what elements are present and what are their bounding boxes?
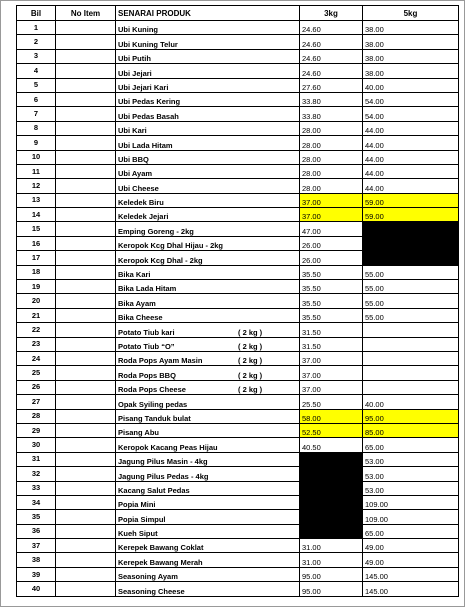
row-number: 32	[17, 467, 56, 481]
product-name-cell: Ubi Cheese	[116, 179, 300, 193]
no-item-cell	[56, 495, 116, 509]
no-item-cell	[56, 208, 116, 222]
price-5kg: 109.00	[363, 495, 459, 509]
product-name: Potato Tiub kari	[118, 327, 175, 337]
no-item-cell	[56, 21, 116, 35]
price-3kg: 37.00	[300, 351, 363, 365]
table-row	[17, 481, 459, 495]
row-number: 36	[17, 524, 56, 538]
table-row	[17, 524, 459, 538]
price-5kg: 55.00	[363, 308, 459, 322]
table-row	[17, 35, 459, 49]
no-item-cell	[56, 265, 116, 279]
no-item-cell	[56, 136, 116, 150]
row-number: 33	[17, 481, 56, 495]
table-row	[17, 423, 459, 437]
price-3kg	[300, 467, 363, 481]
product-name-cell: Ubi Pedas Kering	[116, 92, 300, 106]
table-row	[17, 236, 459, 250]
price-3kg: 28.00	[300, 179, 363, 193]
table-row	[17, 150, 459, 164]
price-5kg: 54.00	[363, 107, 459, 121]
price-5kg: 55.00	[363, 294, 459, 308]
price-3kg: 31.00	[300, 539, 363, 553]
row-number: 27	[17, 395, 56, 409]
no-item-cell	[56, 438, 116, 452]
no-item-cell	[56, 423, 116, 437]
no-item-cell	[56, 323, 116, 337]
product-name-cell: Keropok Kcg Dhal - 2kg	[116, 251, 300, 265]
price-3kg: 58.00	[300, 409, 363, 423]
row-number: 4	[17, 64, 56, 78]
product-name-cell: Ubi Kari	[116, 121, 300, 135]
no-item-cell	[56, 481, 116, 495]
row-number: 29	[17, 423, 56, 437]
pack-size: ( 2 kg )	[238, 385, 263, 395]
table-row	[17, 265, 459, 279]
price-5kg	[363, 366, 459, 380]
no-item-cell	[56, 164, 116, 178]
product-name: Roda Pops Cheese	[118, 385, 186, 395]
row-number: 8	[17, 121, 56, 135]
price-3kg: 35.50	[300, 294, 363, 308]
row-number: 11	[17, 164, 56, 178]
no-item-cell	[56, 351, 116, 365]
no-item-cell	[56, 510, 116, 524]
table-row	[17, 380, 459, 394]
price-3kg: 25.50	[300, 395, 363, 409]
row-number: 18	[17, 265, 56, 279]
row-number: 19	[17, 280, 56, 294]
row-number: 12	[17, 179, 56, 193]
price-3kg: 95.00	[300, 582, 363, 596]
price-3kg	[300, 510, 363, 524]
product-name-cell: Ubi Jejari Kari	[116, 78, 300, 92]
row-number: 25	[17, 366, 56, 380]
price-3kg: 40.50	[300, 438, 363, 452]
table-row	[17, 366, 459, 380]
table-row	[17, 438, 459, 452]
row-number: 15	[17, 222, 56, 236]
product-name-cell: Kerepek Bawang Coklat	[116, 539, 300, 553]
table-row	[17, 337, 459, 351]
table-row	[17, 323, 459, 337]
no-item-cell	[56, 539, 116, 553]
no-item-cell	[56, 467, 116, 481]
product-name-cell: Pisang Tanduk bulat	[116, 409, 300, 423]
row-number: 23	[17, 337, 56, 351]
no-item-cell	[56, 150, 116, 164]
row-number: 26	[17, 380, 56, 394]
no-item-cell	[56, 380, 116, 394]
pack-size: ( 2 kg )	[238, 327, 263, 337]
price-5kg: 49.00	[363, 539, 459, 553]
price-3kg: 35.50	[300, 308, 363, 322]
table-row	[17, 78, 459, 92]
table-row	[17, 553, 459, 567]
product-name-cell: Jagung Pilus Pedas - 4kg	[116, 467, 300, 481]
no-item-cell	[56, 567, 116, 581]
price-3kg: 37.00	[300, 380, 363, 394]
price-5kg	[363, 323, 459, 337]
price-5kg: 85.00	[363, 423, 459, 437]
price-5kg: 44.00	[363, 150, 459, 164]
row-number: 14	[17, 208, 56, 222]
price-3kg	[300, 481, 363, 495]
product-name-cell: Ubi Lada Hitam	[116, 136, 300, 150]
price-5kg: 53.00	[363, 481, 459, 495]
price-5kg	[363, 251, 459, 265]
product-name-cell: Ubi BBQ	[116, 150, 300, 164]
no-item-cell	[56, 409, 116, 423]
row-number: 1	[17, 21, 56, 35]
table-row	[17, 193, 459, 207]
price-3kg: 28.00	[300, 164, 363, 178]
product-name-cell: Ubi Pedas Basah	[116, 107, 300, 121]
row-number: 35	[17, 510, 56, 524]
row-number: 10	[17, 150, 56, 164]
table-row	[17, 64, 459, 78]
price-3kg: 35.50	[300, 265, 363, 279]
row-number: 28	[17, 409, 56, 423]
row-number: 6	[17, 92, 56, 106]
row-number: 31	[17, 452, 56, 466]
header-3kg: 3kg	[300, 6, 363, 21]
table-row	[17, 21, 459, 35]
price-5kg: 38.00	[363, 35, 459, 49]
no-item-cell	[56, 121, 116, 135]
price-5kg: 40.00	[363, 395, 459, 409]
row-number: 17	[17, 251, 56, 265]
table-row	[17, 351, 459, 365]
no-item-cell	[56, 78, 116, 92]
no-item-cell	[56, 337, 116, 351]
price-5kg: 53.00	[363, 452, 459, 466]
product-name-cell: Keropok Kacang Peas Hijau	[116, 438, 300, 452]
product-name-cell: Bika Cheese	[116, 308, 300, 322]
no-item-cell	[56, 64, 116, 78]
table-row	[17, 308, 459, 322]
price-3kg: 26.00	[300, 236, 363, 250]
price-3kg: 35.50	[300, 280, 363, 294]
product-name-cell: Popia Simpul	[116, 510, 300, 524]
row-number: 40	[17, 582, 56, 596]
row-number: 3	[17, 49, 56, 63]
price-5kg: 55.00	[363, 265, 459, 279]
price-5kg: 44.00	[363, 136, 459, 150]
price-5kg: 109.00	[363, 510, 459, 524]
price-3kg: 28.00	[300, 136, 363, 150]
product-name-cell: Seasoning Cheese	[116, 582, 300, 596]
price-3kg: 95.00	[300, 567, 363, 581]
product-name: Roda Pops Ayam Masin	[118, 356, 203, 366]
product-name-cell: Keledek Biru	[116, 193, 300, 207]
price-5kg	[363, 380, 459, 394]
header-row	[17, 6, 459, 21]
price-3kg	[300, 495, 363, 509]
header-bil: Bil	[17, 6, 56, 21]
price-5kg: 145.00	[363, 582, 459, 596]
price-3kg: 24.60	[300, 35, 363, 49]
price-5kg: 145.00	[363, 567, 459, 581]
no-item-cell	[56, 524, 116, 538]
row-number: 34	[17, 495, 56, 509]
no-item-cell	[56, 107, 116, 121]
product-name-cell: Bika Ayam	[116, 294, 300, 308]
row-number: 37	[17, 539, 56, 553]
table-row	[17, 49, 459, 63]
row-number: 2	[17, 35, 56, 49]
price-3kg: 33.80	[300, 107, 363, 121]
table-row	[17, 452, 459, 466]
product-name-cell: Pisang Abu	[116, 423, 300, 437]
price-5kg	[363, 351, 459, 365]
no-item-cell	[56, 395, 116, 409]
no-item-cell	[56, 222, 116, 236]
no-item-cell	[56, 294, 116, 308]
price-3kg: 28.00	[300, 150, 363, 164]
row-number: 5	[17, 78, 56, 92]
price-5kg: 44.00	[363, 164, 459, 178]
price-3kg: 24.60	[300, 64, 363, 78]
row-number: 21	[17, 308, 56, 322]
price-5kg: 53.00	[363, 467, 459, 481]
no-item-cell	[56, 452, 116, 466]
product-name-cell: Ubi Kuning Telur	[116, 35, 300, 49]
no-item-cell	[56, 251, 116, 265]
row-number: 30	[17, 438, 56, 452]
table-row	[17, 107, 459, 121]
product-name-cell: Seasoning Ayam	[116, 567, 300, 581]
table-row	[17, 539, 459, 553]
price-3kg: 31.50	[300, 323, 363, 337]
no-item-cell	[56, 308, 116, 322]
product-name-cell: Ubi Putih	[116, 49, 300, 63]
product-name-cell: Emping Goreng - 2kg	[116, 222, 300, 236]
price-5kg: 40.00	[363, 78, 459, 92]
price-5kg	[363, 337, 459, 351]
no-item-cell	[56, 179, 116, 193]
header-5kg: 5kg	[363, 6, 459, 21]
no-item-cell	[56, 553, 116, 567]
pack-size: ( 2 kg )	[238, 356, 263, 366]
table-row	[17, 495, 459, 509]
price-3kg: 31.00	[300, 553, 363, 567]
product-name-cell	[116, 337, 300, 351]
header-product: SENARAI PRODUK	[116, 6, 300, 21]
no-item-cell	[56, 49, 116, 63]
price-3kg: 24.60	[300, 49, 363, 63]
price-3kg: 28.00	[300, 121, 363, 135]
row-number: 22	[17, 323, 56, 337]
price-3kg: 26.00	[300, 251, 363, 265]
product-name-cell: Kerepek Bawang Merah	[116, 553, 300, 567]
product-name-cell	[116, 323, 300, 337]
price-5kg: 38.00	[363, 49, 459, 63]
product-name: Roda Pops BBQ	[118, 370, 176, 380]
price-5kg: 59.00	[363, 208, 459, 222]
price-5kg: 65.00	[363, 524, 459, 538]
row-number: 7	[17, 107, 56, 121]
price-5kg: 55.00	[363, 280, 459, 294]
table-row	[17, 280, 459, 294]
pack-size: ( 2 kg )	[238, 341, 263, 351]
row-number: 24	[17, 351, 56, 365]
price-3kg: 37.00	[300, 208, 363, 222]
product-name-cell: Kacang Salut Pedas	[116, 481, 300, 495]
no-item-cell	[56, 236, 116, 250]
product-name-cell	[116, 380, 300, 394]
product-name: Potato Tiub “O”	[118, 341, 175, 351]
product-name-cell: Jagung Pilus Masin - 4kg	[116, 452, 300, 466]
row-number: 38	[17, 553, 56, 567]
no-item-cell	[56, 280, 116, 294]
price-3kg: 37.00	[300, 193, 363, 207]
price-5kg: 49.00	[363, 553, 459, 567]
table-row	[17, 251, 459, 265]
product-name-cell: Ubi Kuning	[116, 21, 300, 35]
price-3kg: 31.50	[300, 337, 363, 351]
pack-size: ( 2 kg )	[238, 370, 263, 380]
price-rows	[17, 21, 459, 597]
table-row	[17, 179, 459, 193]
table-row	[17, 121, 459, 135]
price-5kg: 65.00	[363, 438, 459, 452]
price-5kg: 38.00	[363, 21, 459, 35]
product-name-cell: Kueh Siput	[116, 524, 300, 538]
table-row	[17, 395, 459, 409]
table-row	[17, 510, 459, 524]
no-item-cell	[56, 366, 116, 380]
price-5kg: 44.00	[363, 179, 459, 193]
price-5kg: 38.00	[363, 64, 459, 78]
table-row	[17, 467, 459, 481]
product-name-cell: Opak Syiling pedas	[116, 395, 300, 409]
table-row	[17, 222, 459, 236]
price-5kg: 54.00	[363, 92, 459, 106]
product-name-cell	[116, 351, 300, 365]
table-row	[17, 567, 459, 581]
product-name-cell: Keledek Jejari	[116, 208, 300, 222]
product-name-cell: Bika Kari	[116, 265, 300, 279]
price-5kg: 44.00	[363, 121, 459, 135]
price-5kg	[363, 236, 459, 250]
price-list-table	[16, 5, 459, 597]
table-row	[17, 164, 459, 178]
product-name-cell	[116, 366, 300, 380]
table-row	[17, 208, 459, 222]
price-3kg: 27.60	[300, 78, 363, 92]
row-number: 39	[17, 567, 56, 581]
product-name-cell: Keropok Kcg Dhal Hijau - 2kg	[116, 236, 300, 250]
price-3kg: 24.60	[300, 21, 363, 35]
table-row	[17, 136, 459, 150]
price-3kg	[300, 524, 363, 538]
price-3kg	[300, 452, 363, 466]
row-number: 9	[17, 136, 56, 150]
price-5kg: 95.00	[363, 409, 459, 423]
table-row	[17, 294, 459, 308]
no-item-cell	[56, 193, 116, 207]
price-3kg: 52.50	[300, 423, 363, 437]
row-number: 16	[17, 236, 56, 250]
product-name-cell: Bika Lada Hitam	[116, 280, 300, 294]
price-5kg	[363, 222, 459, 236]
no-item-cell	[56, 35, 116, 49]
no-item-cell	[56, 582, 116, 596]
header-no-item: No Item	[56, 6, 116, 21]
price-3kg: 47.00	[300, 222, 363, 236]
row-number: 20	[17, 294, 56, 308]
row-number: 13	[17, 193, 56, 207]
table-row	[17, 409, 459, 423]
price-3kg: 33.80	[300, 92, 363, 106]
no-item-cell	[56, 92, 116, 106]
table-row	[17, 92, 459, 106]
product-name-cell: Ubi Jejari	[116, 64, 300, 78]
price-3kg: 37.00	[300, 366, 363, 380]
product-name-cell: Ubi Ayam	[116, 164, 300, 178]
table-row	[17, 582, 459, 596]
product-name-cell: Popia Mini	[116, 495, 300, 509]
price-5kg: 59.00	[363, 193, 459, 207]
